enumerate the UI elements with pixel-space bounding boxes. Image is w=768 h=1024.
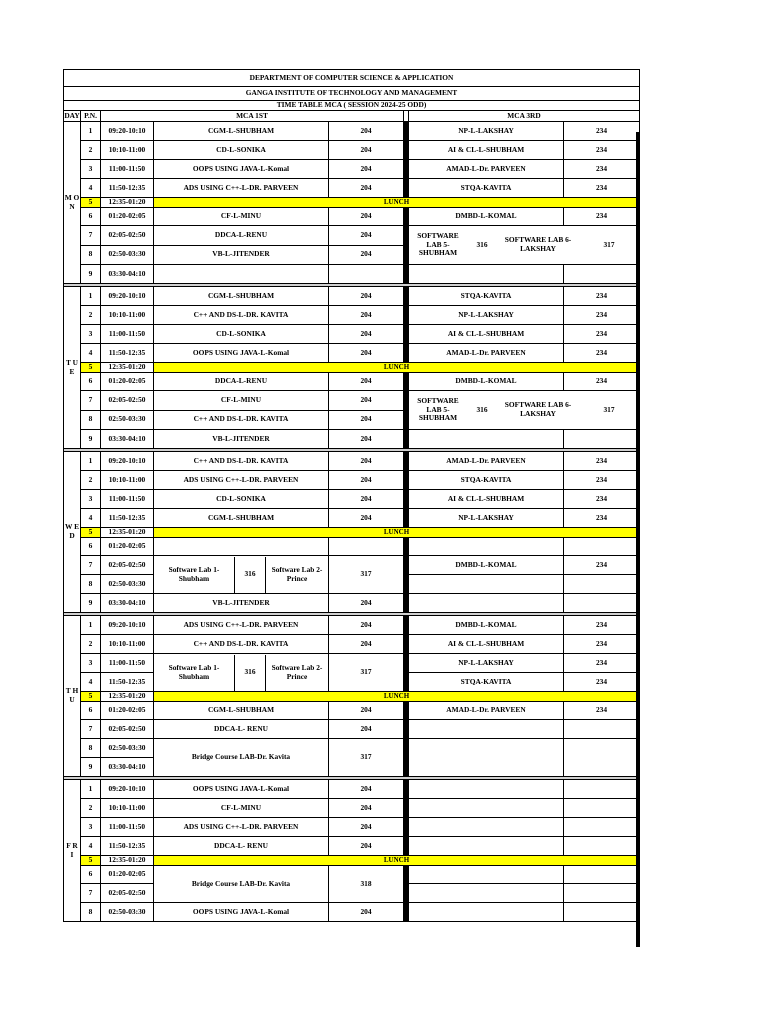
empty-cell [409,430,564,449]
mca1-subject: ADS USING C++-L-DR. PARVEEN [154,179,329,198]
empty-cell [564,430,640,449]
mca3-room: 234 [564,344,640,363]
mca1-room: 204 [329,179,404,198]
period-time: 01:20-02:05 [101,373,154,391]
mca3-room: 234 [564,654,640,673]
lab-1-room: 316 [235,557,266,593]
lab-1-room: 316 [235,655,266,691]
mca1-subject: DDCA-L- RENU [154,837,329,856]
period-number: 2 [81,306,101,325]
period-time: 11:00-11:50 [101,654,154,673]
period-number: 9 [81,265,101,284]
mca1-room: 204 [329,452,404,471]
mca3-subject: AMAD-L-Dr. PARVEEN [409,452,564,471]
period-time: 02:50-03:30 [101,410,154,430]
period-time: 03:30-04:10 [101,758,154,777]
period-number: 5 [81,856,101,866]
period-time: 11:50-12:35 [101,837,154,856]
column-divider [404,245,409,265]
mca1-subject: Bridge Course LAB-Dr. Kavita [154,866,329,903]
mca1-subject: DDCA-L-RENU [154,226,329,246]
mca1-room: 204 [329,344,404,363]
mca3-subject: AMAD-L-Dr. PARVEEN [409,160,564,179]
mca3-subject: NP-L-LAKSHAY [409,509,564,528]
mca3-room: 234 [564,306,640,325]
empty-cell [409,884,564,903]
mca1-room: 204 [329,141,404,160]
period-time: 09:20-10:10 [101,287,154,306]
period-time: 10:10-11:00 [101,471,154,490]
period-number: 3 [81,325,101,344]
mca1-room: 204 [329,208,404,226]
period-number: 2 [81,799,101,818]
period-number: 7 [81,226,101,246]
mca1-subject: CGM-L-SHUBHAM [154,287,329,306]
mca1-room: 204 [329,160,404,179]
lab-6-room: 317 [603,239,615,249]
period-number: 3 [81,160,101,179]
period-number: 5 [81,528,101,538]
mca3-subject: AI & CL-L-SHUBHAM [409,325,564,344]
period-time: 12:35-01:20 [101,198,154,208]
period-time: 11:50-12:35 [101,509,154,528]
mca1-room: 204 [329,287,404,306]
lab-5: SOFTWARE LAB 5-SHUBHAM [417,396,459,423]
period-number: 6 [81,538,101,556]
mca3-subject: AI & CL-L-SHUBHAM [409,635,564,654]
lunch-band: LUNCH [154,528,640,538]
mca3-subject: AMAD-L-Dr. PARVEEN [409,344,564,363]
period-number: 2 [81,635,101,654]
mca1-subject: C++ AND DS-L-DR. KAVITA [154,306,329,325]
period-time: 01:20-02:05 [101,208,154,226]
period-number: 4 [81,179,101,198]
mca1-room: 317 [329,654,404,692]
period-time: 11:50-12:35 [101,344,154,363]
period-time: 10:10-11:00 [101,306,154,325]
empty-cell [564,837,640,856]
mca1-subject: Bridge Course LAB-Dr. Kavita [154,739,329,777]
period-time: 10:10-11:00 [101,141,154,160]
period-number: 7 [81,884,101,903]
empty-cell [564,739,640,777]
empty-cell [154,265,329,284]
mca1-subject: CD-L-SONIKA [154,141,329,160]
mca3-subject: DMBD-L-KOMAL [409,208,564,226]
period-time: 03:30-04:10 [101,265,154,284]
lab-2: Software Lab 2-Prince [271,564,323,583]
empty-cell [409,799,564,818]
period-time: 03:30-04:10 [101,594,154,613]
period-number: 9 [81,430,101,449]
period-number: 4 [81,837,101,856]
mca1-room: 204 [329,837,404,856]
period-time: 12:35-01:20 [101,692,154,702]
mca1-room: 204 [329,799,404,818]
mca1-subject: CF-L-MINU [154,208,329,226]
empty-cell [409,265,564,284]
period-time: 10:10-11:00 [101,799,154,818]
empty-cell [409,739,564,777]
empty-cell [409,780,564,799]
mca1-room: 204 [329,245,404,265]
period-time: 02:50-03:30 [101,739,154,758]
mca1-subject: CF-L-MINU [154,391,329,411]
mca1-subject: ADS USING C++-L-DR. PARVEEN [154,818,329,837]
mca1-room: 204 [329,490,404,509]
empty-cell [564,780,640,799]
department-title: DEPARTMENT OF COMPUTER SCIENCE & APPLICATION [64,70,640,87]
empty-cell [409,538,564,556]
mca1-subject: C++ AND DS-L-DR. KAVITA [154,635,329,654]
period-number: 4 [81,509,101,528]
period-time: 12:35-01:20 [101,528,154,538]
mca1-room: 317 [329,739,404,777]
mca3-subject: DMBD-L-KOMAL [409,616,564,635]
mca1-room: 204 [329,122,404,141]
mca1-room: 204 [329,509,404,528]
lab-5-room: 316 [476,239,488,249]
mca1-lab-block [154,556,329,594]
mca1-room: 204 [329,903,404,922]
mca3-room: 234 [564,509,640,528]
mca1-room: 318 [329,866,404,903]
institute-title: GANGA INSTITUTE OF TECHNOLOGY AND MANAGEMENT [64,87,640,101]
mca1-room: 204 [329,373,404,391]
mca3-room: 234 [564,490,640,509]
day-label: W E D [64,452,81,613]
mca3-room: 234 [564,141,640,160]
mca1-header: MCA 1ST [101,111,404,122]
lab-5: SOFTWARE LAB 5-SHUBHAM [417,231,459,258]
period-time: 02:05-02:50 [101,720,154,739]
column-divider [404,410,409,430]
mca3-subject: STQA-KAVITA [409,471,564,490]
period-number: 9 [81,758,101,777]
empty-cell [409,903,564,922]
day-label: F R I [64,780,81,922]
mca1-room: 204 [329,325,404,344]
mca1-subject: ADS USING C++-L-DR. PARVEEN [154,471,329,490]
empty-cell [409,720,564,739]
period-time: 02:05-02:50 [101,226,154,246]
lab-6-room: 317 [603,404,615,414]
mca3-room: 234 [564,208,640,226]
empty-cell [564,265,640,284]
empty-cell [564,903,640,922]
mca3-lab-block [409,226,640,265]
period-time: 11:00-11:50 [101,490,154,509]
period-time: 12:35-01:20 [101,363,154,373]
mca3-subject: NP-L-LAKSHAY [409,306,564,325]
mca1-subject: OOPS USING JAVA-L-Komal [154,344,329,363]
mca1-subject: CF-L-MINU [154,799,329,818]
lab-1: Software Lab 1-Shubham [154,655,235,691]
mca3-room: 234 [564,702,640,720]
mca3-subject: STQA-KAVITA [409,287,564,306]
period-time: 09:20-10:10 [101,616,154,635]
period-time: 01:20-02:05 [101,702,154,720]
lab-6: SOFTWARE LAB 6-LAKSHAY [504,235,572,253]
mca1-subject: OOPS USING JAVA-L-Komal [154,780,329,799]
mca1-subject: DDCA-L-RENU [154,373,329,391]
mca3-header: MCA 3RD [409,111,640,122]
period-number: 5 [81,363,101,373]
period-time: 02:05-02:50 [101,556,154,575]
lab-1: Software Lab 1-Shubham [154,557,235,593]
empty-cell [409,575,564,594]
mca1-lab-block [154,654,329,692]
period-number: 1 [81,780,101,799]
period-number: 1 [81,287,101,306]
period-number: 3 [81,490,101,509]
period-time: 09:20-10:10 [101,122,154,141]
period-number: 6 [81,866,101,884]
mca3-room: 234 [564,673,640,692]
period-time: 02:05-02:50 [101,391,154,411]
mca3-subject: AMAD-L-Dr. PARVEEN [409,702,564,720]
period-number: 5 [81,198,101,208]
mca1-subject: C++ AND DS-L-DR. KAVITA [154,410,329,430]
period-number: 8 [81,575,101,594]
period-number: 4 [81,344,101,363]
period-number: 8 [81,410,101,430]
right-border-bar [636,132,640,947]
period-number: 2 [81,471,101,490]
period-time: 02:05-02:50 [101,884,154,903]
period-number: 9 [81,594,101,613]
mca3-subject: STQA-KAVITA [409,673,564,692]
empty-cell [564,575,640,594]
day-label: T H U [64,616,81,777]
mca1-subject: OOPS USING JAVA-L-Komal [154,160,329,179]
lunch-band: LUNCH [154,856,640,866]
empty-cell [329,265,404,284]
mca1-room: 204 [329,391,404,411]
mca1-subject: VB-L-JITENDER [154,594,329,613]
mca1-subject: C++ AND DS-L-DR. KAVITA [154,452,329,471]
empty-cell [564,594,640,613]
mca3-subject: DMBD-L-KOMAL [409,556,564,575]
empty-cell [564,884,640,903]
period-number: 6 [81,702,101,720]
period-number: 3 [81,654,101,673]
mca3-subject: NP-L-LAKSHAY [409,122,564,141]
lab-6: SOFTWARE LAB 6-LAKSHAY [504,400,572,418]
empty-cell [564,538,640,556]
period-number: 1 [81,616,101,635]
day-label: T U E [64,287,81,449]
period-time: 01:20-02:05 [101,866,154,884]
empty-cell [409,594,564,613]
period-time: 09:20-10:10 [101,780,154,799]
mca1-room: 204 [329,410,404,430]
mca1-subject: ADS USING C++-L-DR. PARVEEN [154,616,329,635]
period-number: 2 [81,141,101,160]
mca1-subject: CD-L-SONIKA [154,325,329,344]
mca1-room: 204 [329,594,404,613]
mca3-room: 234 [564,160,640,179]
mca1-room: 204 [329,226,404,246]
day-label: M O N [64,122,81,284]
mca1-room: 204 [329,306,404,325]
mca1-subject: VB-L-JITENDER [154,245,329,265]
period-number: 7 [81,720,101,739]
mca3-subject: DMBD-L-KOMAL [409,373,564,391]
period-time: 10:10-11:00 [101,635,154,654]
mca3-room: 234 [564,325,640,344]
period-time: 11:00-11:50 [101,325,154,344]
period-number: 6 [81,208,101,226]
mca3-subject: AI & CL-L-SHUBHAM [409,141,564,160]
period-number: 8 [81,903,101,922]
period-number: 4 [81,673,101,692]
mca1-room: 204 [329,430,404,449]
col-header-day: DAY [64,110,80,120]
period-number: 1 [81,452,101,471]
lunch-band: LUNCH [154,363,640,373]
mca3-subject: NP-L-LAKSHAY [409,654,564,673]
mca1-room: 204 [329,616,404,635]
mca1-room: 204 [329,702,404,720]
mca1-subject: VB-L-JITENDER [154,430,329,449]
mca3-room: 234 [564,179,640,198]
mca1-subject: DDCA-L- RENU [154,720,329,739]
lunch-band: LUNCH [154,692,640,702]
mca3-subject: STQA-KAVITA [409,179,564,198]
mca3-room: 234 [564,556,640,575]
period-time: 12:35-01:20 [101,856,154,866]
period-time: 03:30-04:10 [101,430,154,449]
mca3-room: 234 [564,287,640,306]
period-time: 11:50-12:35 [101,179,154,198]
empty-cell [329,538,404,556]
column-divider [404,758,409,777]
empty-cell [564,799,640,818]
col-header-pn: P.N. [81,111,101,122]
period-time: 11:00-11:50 [101,160,154,179]
period-number: 1 [81,122,101,141]
period-time: 02:50-03:30 [101,245,154,265]
mca1-room: 204 [329,471,404,490]
mca3-room: 234 [564,635,640,654]
period-time: 11:00-11:50 [101,818,154,837]
period-time: 02:50-03:30 [101,903,154,922]
empty-cell [154,538,329,556]
period-time: 09:20-10:10 [101,452,154,471]
period-number: 5 [81,692,101,702]
mca3-room: 234 [564,122,640,141]
mca1-room: 204 [329,780,404,799]
mca3-subject: AI & CL-L-SHUBHAM [409,490,564,509]
period-number: 3 [81,818,101,837]
mca1-subject: CD-L-SONIKA [154,490,329,509]
empty-cell [409,818,564,837]
timetable-title: TIME TABLE MCA ( SESSION 2024-25 ODD) [64,101,640,111]
period-time: 11:50-12:35 [101,673,154,692]
mca3-lab-block [409,391,640,430]
period-number: 6 [81,373,101,391]
lab-5-room: 316 [476,404,488,414]
mca1-subject: CGM-L-SHUBHAM [154,122,329,141]
lunch-band: LUNCH [154,198,640,208]
empty-cell [564,866,640,884]
mca1-subject: OOPS USING JAVA-L-Komal [154,903,329,922]
empty-cell [409,866,564,884]
period-number: 7 [81,391,101,411]
mca1-room: 204 [329,635,404,654]
empty-cell [564,720,640,739]
timetable [63,69,640,922]
mca1-subject: CGM-L-SHUBHAM [154,509,329,528]
mca3-room: 234 [564,452,640,471]
mca3-room: 234 [564,616,640,635]
mca1-room: 204 [329,720,404,739]
period-number: 8 [81,739,101,758]
mca1-room: 317 [329,556,404,594]
mca3-room: 234 [564,373,640,391]
lab-2: Software Lab 2-Prince [271,662,323,681]
period-number: 7 [81,556,101,575]
period-time: 02:50-03:30 [101,575,154,594]
timetable-sheet [63,69,639,945]
mca1-subject: CGM-L-SHUBHAM [154,702,329,720]
mca1-room: 204 [329,818,404,837]
empty-cell [564,818,640,837]
period-time: 01:20-02:05 [101,538,154,556]
empty-cell [409,837,564,856]
period-number: 8 [81,245,101,265]
mca3-room: 234 [564,471,640,490]
